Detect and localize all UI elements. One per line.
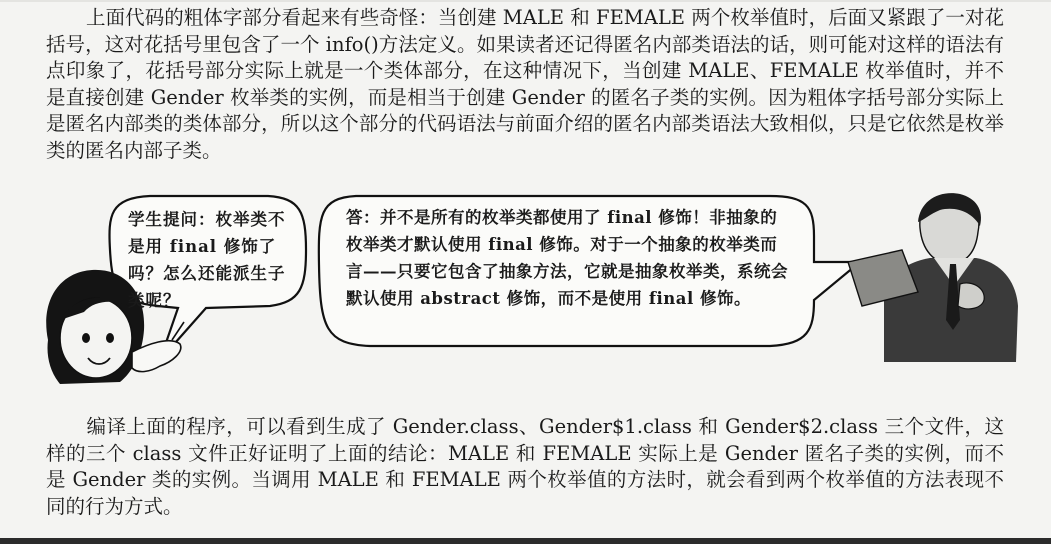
bottom-divider-bar [0, 538, 1051, 544]
teacher-answer: 答：并不是所有的枚举类都使用了 final 修饰！非抽象的枚举类才默认使用 final 修饰。对于一个抽象的枚举类而言——只要它包含了抽象方法，它就是抽象枚举类，系统会默认使用 abstract 修饰，而不是使用 final 修饰。 [346, 208, 788, 308]
bottom-paragraph-text: 编译上面的程序，可以看到生成了 Gender.class、Gender$1.class 和 Gender$2.class 三个文件，这样的三个 class 文件正好证明了上面的结论：MALE 和 FEMALE 实际上是 Gender 匿名子类的实例，而不是 Gender 类的实例。当调用 MALE 和 FEMALE 两个枚举值的方法时，就会看到两个枚举值的方法表现不同的行为方式。 [46, 415, 1004, 518]
bottom-paragraph [46, 414, 1004, 520]
teacher-illustration [848, 193, 1018, 362]
top-paragraph-text: 上面代码的粗体字部分看起来有些奇怪：当创建 MALE 和 FEMALE 两个枚举值时，后面又紧跟了一对花括号，这对花括号里包含了一个 info()方法定义。如果读者还记得匿名内部类语法的话，则可能对这样的语法有点印象了，花括号部分实际上就是一个类体部分，在这种情况下，当创建 MALE、FEMALE 枚举值时，并不是直接创建 Gender 枚举类的实例，而是相当于创建 Gender 的匿名子类的实例。因为粗体字括号部分实际上是匿名内部类的类体部分，所以这个部分的代码语法与前面介绍的匿名内部类语法大致相似，只是它依然是枚举类的匿名内部子类。 [46, 6, 1004, 162]
student-question: 学生提问：枚举类不是用 final 修饰了吗？怎么还能派生子类呢？ [128, 210, 286, 310]
